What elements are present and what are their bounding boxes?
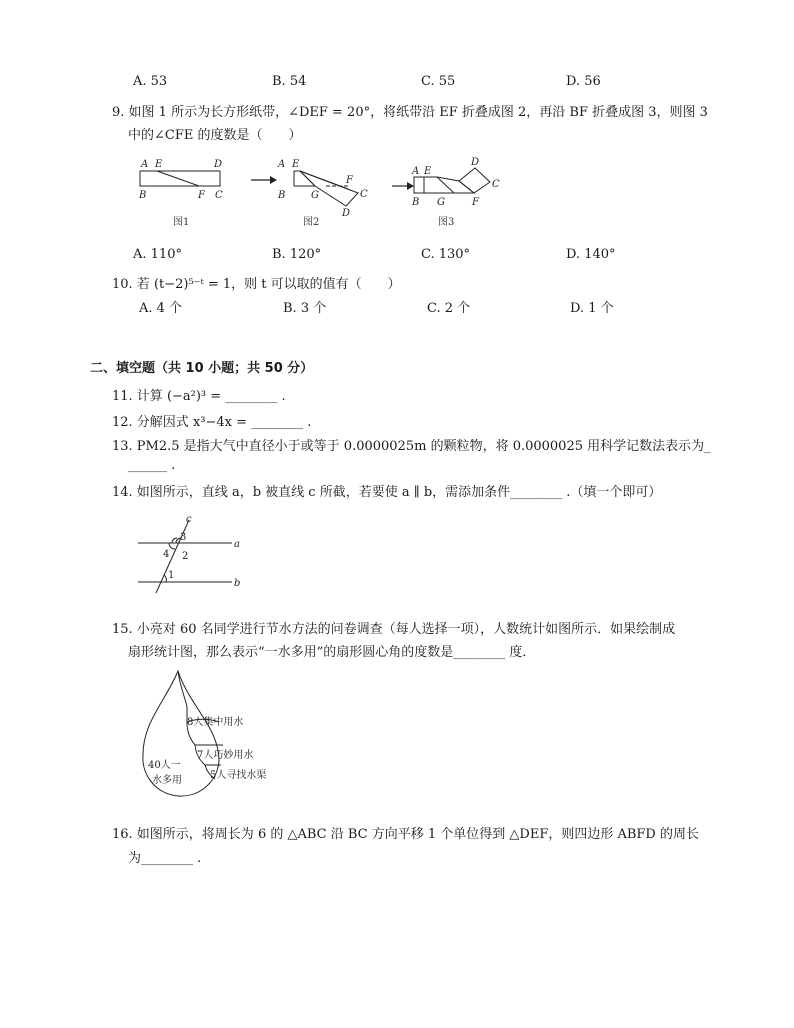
q10-option-d: D. 1 个 [570, 301, 614, 316]
fig3-caption: 图3 [438, 217, 455, 228]
q9-stem-line2: 中的∠CFE 的度数是（ ） [128, 128, 302, 143]
q15-line1: 15. 小亮对 60 名同学进行节水方法的问卷调查（每人选择一项），人数统计如图所示．如果绘制成 [112, 622, 676, 637]
angle-2-arc [169, 543, 175, 549]
q9-option-b: B. 120° [272, 247, 322, 262]
q14-figure [130, 512, 250, 594]
q13-line1: 13. PM2.5 是指大气中直径小于或等于 0.0000025m 的颗粒物，将 0.0000025 用科学记数法表示为_ [112, 439, 711, 454]
q8-option-b: B. 54 [272, 74, 307, 89]
fig1-label-b: B [139, 190, 147, 201]
q16-line1: 16. 如图所示，将周长为 6 的 △ABC 沿 BC 方向平移 1 个单位得到 △DEF，则四边形 ABFD 的周长 [112, 827, 699, 842]
q10-option-b: B. 3 个 [283, 301, 327, 316]
q8-option-d: D. 56 [566, 74, 601, 89]
fig1-rectangle-strip [140, 171, 220, 186]
fig14-label-b: b [234, 578, 241, 589]
q10-option-a: A. 4 个 [139, 301, 183, 316]
fig3-label-f: F [472, 197, 479, 208]
fig14-angle-1: 1 [168, 570, 175, 581]
q9-stem-line1: 9. 如图 1 所示为长方形纸带，∠DEF = 20°，将纸带沿 EF 折叠成图 2，再沿 BF 折叠成图 3，则图 3 [112, 105, 708, 120]
q10-stem: 10. 若 (t−2)⁵⁻ᵗ = 1，则 t 可以取的值有（ ） [112, 277, 401, 292]
q9-option-a: A. 110° [133, 247, 182, 262]
fig2-label-a: A [278, 159, 286, 170]
q8-option-c: C. 55 [421, 74, 456, 89]
fig1-label-e: E [155, 159, 163, 170]
section-2-title: 二、填空题（共 10 小题；共 50 分） [90, 361, 314, 376]
fig1-label-d: D [214, 159, 223, 170]
fig14-label-c: c [186, 514, 192, 525]
arrow-1-icon [251, 176, 277, 184]
fig3-label-d: D [471, 157, 480, 168]
fig14-angle-3: 3 [180, 532, 187, 543]
fig14-label-a: a [234, 539, 240, 550]
q12-text: 12. 分解因式 x³−4x = ________ . [112, 415, 312, 430]
fig15-label-clever-use: 7人巧妙用水 [197, 750, 254, 761]
fig15-label-find-channel: 5人寻找水渠 [210, 770, 267, 781]
fig15-label-multi-use-2: 水多用 [152, 775, 182, 786]
fig2-label-c: C [360, 189, 368, 200]
q8-option-a: A. 53 [133, 74, 168, 89]
fig2-label-f: F [346, 175, 353, 186]
fig1-label-f: F [198, 190, 205, 201]
angle-1-arc [164, 575, 166, 582]
q15-water-drop-figure [135, 667, 285, 807]
fig1-label-c: C [215, 190, 223, 201]
q11-text: 11. 计算 (−a²)³ = ________ . [112, 389, 286, 404]
q9-option-d: D. 140° [566, 247, 616, 262]
fig2-label-d: D [342, 208, 351, 219]
fig15-label-concentrated-use: 8人集中用水 [187, 717, 244, 728]
fig2-label-b: B [278, 190, 286, 201]
fig3-label-c: C [492, 179, 500, 190]
fig3-label-e: E [424, 166, 432, 177]
fig3-label-b: B [412, 197, 420, 208]
fig2-label-e: E [292, 159, 300, 170]
q9-option-c: C. 130° [421, 247, 471, 262]
q10-option-c: C. 2 个 [427, 301, 471, 316]
q16-line2: 为________ . [128, 851, 202, 866]
fig2-label-g: G [311, 190, 319, 201]
drop-inner-wedge [178, 671, 219, 722]
fig1-caption: 图1 [173, 217, 190, 228]
fig2-caption: 图2 [303, 217, 320, 228]
fig3-label-g: G [437, 197, 445, 208]
fig15-label-multi-use-1: 40人一 [148, 760, 181, 771]
q15-line2: 扇形统计图，那么表示“一水多用”的扇形圆心角的度数是________ 度． [128, 645, 536, 660]
fig14-angle-4: 4 [163, 549, 170, 560]
fig14-angle-2: 2 [182, 551, 189, 562]
q9-figures [120, 150, 520, 235]
q14-text: 14. 如图所示，直线 a，b 被直线 c 所截，若要使 a ∥ b，需添加条件________ .（填一个即可） [112, 485, 662, 500]
q13-line2: ______ . [128, 458, 176, 473]
fig1-label-a: A [141, 159, 149, 170]
fig3-label-a: A [412, 166, 420, 177]
arrow-2-icon [392, 182, 414, 190]
